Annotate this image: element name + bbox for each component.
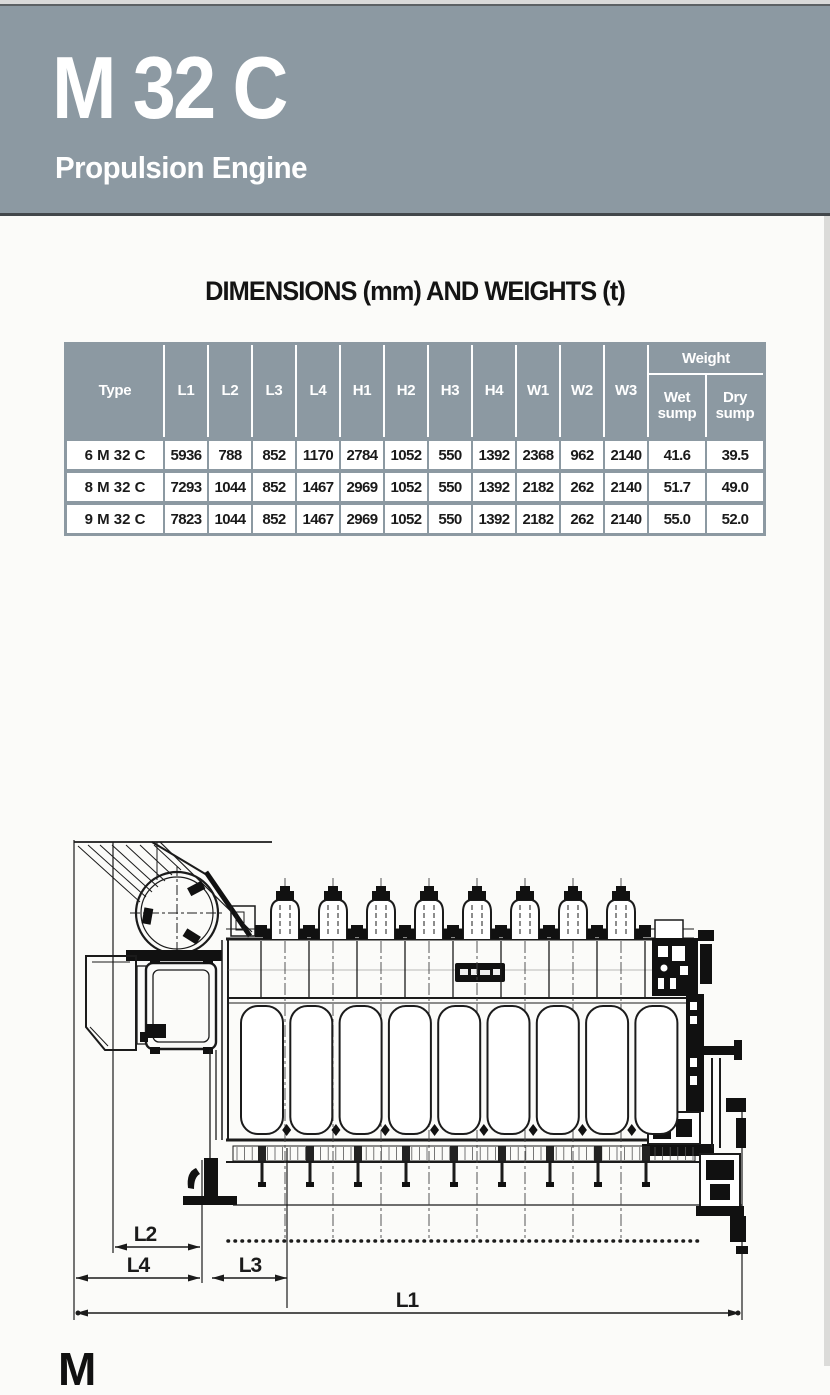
cell-type: 6 M 32 C xyxy=(67,441,163,469)
cell-h2: 1052 xyxy=(385,441,427,469)
table-row xyxy=(67,441,763,469)
cell-w1: 2368 xyxy=(517,441,559,469)
col-header-l2: L2 xyxy=(209,345,251,437)
intake-elbow xyxy=(86,956,136,1050)
cell-l1: 7293 xyxy=(165,473,207,501)
table-row xyxy=(67,473,763,501)
cell-wet-sump: 51.7 xyxy=(649,473,705,501)
cell-l4: 1467 xyxy=(297,473,339,501)
cell-dry-sump: 49.0 xyxy=(707,473,763,501)
page-subtitle: Propulsion Engine xyxy=(55,150,308,185)
cell-h4: 1392 xyxy=(473,505,515,533)
cell-w3: 2140 xyxy=(605,473,647,501)
cell-h3: 550 xyxy=(429,441,471,469)
cell-l4: 1467 xyxy=(297,505,339,533)
col-header-w1: W1 xyxy=(517,345,559,437)
cell-w2: 262 xyxy=(561,505,603,533)
page-title: M 32 C xyxy=(52,38,286,137)
cell-h2: 1052 xyxy=(385,505,427,533)
col-header-w3: W3 xyxy=(605,345,647,437)
cell-h4: 1392 xyxy=(473,473,515,501)
cell-w1: 2182 xyxy=(517,505,559,533)
col-header-type: Type xyxy=(67,345,163,437)
cell-w2: 262 xyxy=(561,473,603,501)
cell-type: 8 M 32 C xyxy=(67,473,163,501)
next-section-partial-title: M xyxy=(58,1343,97,1395)
cell-dry-sump: 39.5 xyxy=(707,441,763,469)
col-header-weight-group: Weight xyxy=(649,345,763,373)
col-header-w2: W2 xyxy=(561,345,603,437)
dim-label-l2: L2 xyxy=(133,1223,157,1246)
cell-h1: 2969 xyxy=(341,505,383,533)
cell-l4: 1170 xyxy=(297,441,339,469)
cell-h3: 550 xyxy=(429,505,471,533)
cell-h1: 2969 xyxy=(341,473,383,501)
cell-l3: 852 xyxy=(253,473,295,501)
dimensions-table xyxy=(64,342,766,536)
cell-l2: 1044 xyxy=(209,473,251,501)
col-header-l3: L3 xyxy=(253,345,295,437)
cell-dry-sump: 52.0 xyxy=(707,505,763,533)
cell-h3: 550 xyxy=(429,473,471,501)
col-header-l1: L1 xyxy=(165,345,207,437)
cell-l3: 852 xyxy=(253,505,295,533)
cell-w2: 962 xyxy=(561,441,603,469)
col-header-h1: H1 xyxy=(341,345,383,437)
cell-h1: 2784 xyxy=(341,441,383,469)
dim-label-l3: L3 xyxy=(238,1254,262,1277)
table-row xyxy=(67,505,763,533)
cell-type: 9 M 32 C xyxy=(67,505,163,533)
cell-l2: 1044 xyxy=(209,505,251,533)
banner-divider xyxy=(0,213,830,216)
dim-label-l1: L1 xyxy=(395,1289,419,1312)
col-header-h2: H2 xyxy=(385,345,427,437)
title-banner xyxy=(0,6,830,213)
col-header-h3: H3 xyxy=(429,345,471,437)
engine-nameplate xyxy=(455,963,505,982)
col-header-dry-sump: Dry sump xyxy=(707,375,763,437)
cell-l3: 852 xyxy=(253,441,295,469)
col-header-wet-sump: Wet sump xyxy=(649,375,705,437)
cell-wet-sump: 41.6 xyxy=(649,441,705,469)
cell-h2: 1052 xyxy=(385,473,427,501)
cell-l1: 7823 xyxy=(165,505,207,533)
col-header-l4: L4 xyxy=(297,345,339,437)
section-heading: DIMENSIONS (mm) AND WEIGHTS (t) xyxy=(205,276,625,306)
cell-wet-sump: 55.0 xyxy=(649,505,705,533)
cell-w3: 2140 xyxy=(605,441,647,469)
drain-fitting xyxy=(183,1158,237,1205)
cell-w3: 2140 xyxy=(605,505,647,533)
table-header-row xyxy=(67,345,763,437)
cell-h4: 1392 xyxy=(473,441,515,469)
top-edge-line xyxy=(0,4,830,6)
table-header-wrap xyxy=(67,345,763,437)
cell-l2: 788 xyxy=(209,441,251,469)
dim-label-l4: L4 xyxy=(126,1254,150,1277)
cell-l1: 5936 xyxy=(165,441,207,469)
engine-drawing xyxy=(0,820,830,1366)
cell-w1: 2182 xyxy=(517,473,559,501)
col-header-h4: H4 xyxy=(473,345,515,437)
